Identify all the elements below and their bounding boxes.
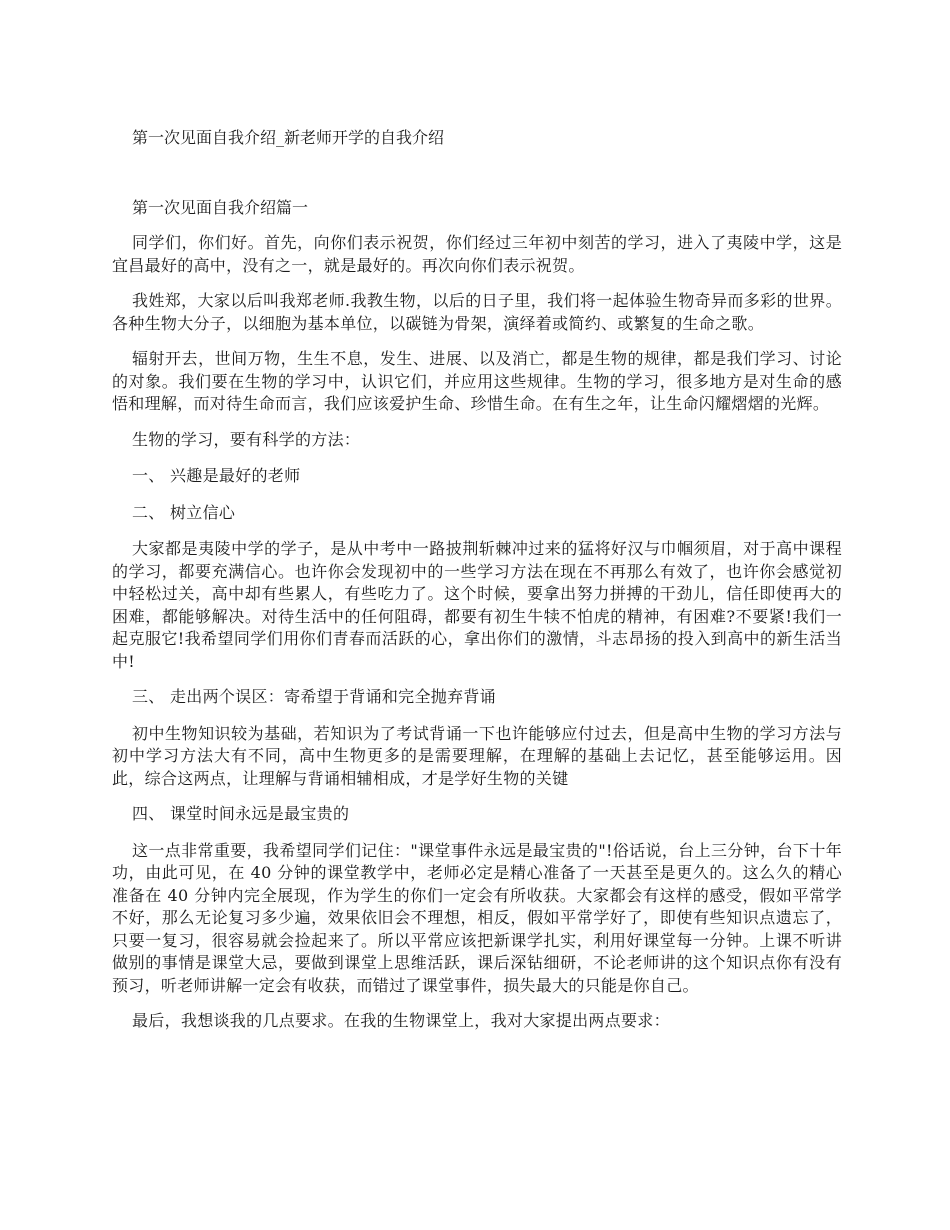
document-page	[112, 126, 842, 1047]
paragraph-introduction: 我姓郑，大家以后叫我郑老师.我教生物，以后的日子里，我们将一起体验生物奇异而多彩的世界。各种生物大分子，以细胞为基本单位，以碳链为骨架，演绎着或简约、或繁复的生命之歌。	[112, 291, 842, 333]
document-title: 第一次见面自我介绍_新老师开学的自我介绍	[132, 128, 445, 147]
list-heading-confidence: 二、 树立信心	[132, 502, 236, 522]
paragraph-misconceptions: 初中生物知识较为基础，若知识为了考试背诵一下也许能够应付过去，但是高中生物的学习方法与初中学习方法大有不同，高中生物更多的是需要理解，在理解的基础上去记忆，甚至能够运用。因此，综合这两点，让理解与背诵相辅相成，才是学好生物的关键	[112, 723, 842, 788]
paragraph-biology-laws: 辐射开去，世间万物，生生不息，发生、进展、以及消亡，都是生物的规律，都是我们学习、讨论的对象。我们要在生物的学习中，认识它们，并应用这些规律。生物的学习，很多地方是对生命的感悟和理解，而对待生命而言，我们应该爱护生命、珍惜生命。在有生之年，让生命闪耀熠熠的光辉。	[112, 349, 842, 413]
paragraph-class-time: 这一点非常重要，我希望同学们记住："课堂事件永远是最宝贵的"!俗话说，台上三分钟，台下十年功，由此可见，在 40 分钟的课堂教学中，老师必定是精心准备了一天甚至是更久的。这么久的精心准备在 40 分钟内完全展现，作为学生的你们一定会有所收获。大家都会有这样的感受，假如平常学不好，那么无论复习多少遍，效果依旧会不理想，相反，假如平常学好了，即使有些知识点遗忘了，只要一复习，很容易就会捡起来了。所以平常应该把新课学扎实，利用好课堂每一分钟。上课不听讲做别的事情是课堂大忌，要做到课堂上思维活跃，课后深钻细研，不论老师讲的这个知识点你有没有预习，听老师讲解一定会有收获，而错过了课堂事件，损失最大的只能是你自己。	[112, 840, 842, 995]
list-heading-interest: 一、 兴趣是最好的老师	[132, 466, 301, 485]
section-heading: 第一次见面自我介绍篇一	[132, 198, 309, 217]
paragraph-method-intro: 生物的学习，要有科学的方法：	[132, 429, 361, 449]
list-heading-class-time: 四、 课堂时间永远是最宝贵的	[132, 804, 350, 823]
paragraph-greeting: 同学们，你们好。首先，向你们表示祝贺，你们经过三年初中刻苦的学习，进入了夷陵中学，这是宜昌最好的高中，没有之一，就是最好的。再次向你们表示祝贺。	[112, 233, 842, 275]
list-heading-misconceptions: 三、 走出两个误区：寄希望于背诵和完全抛弃背诵	[132, 687, 496, 706]
paragraph-confidence: 大家都是夷陵中学的学子，是从中考中一路披荆斩棘冲过来的猛将好汉与巾帼须眉，对于高中课程的学习，都要充满信心。也许你会发现初中的一些学习方法在现在不再那么有效了，也许你会感觉初中轻松过关，高中却有些累人，有些吃力了。这个时候，要拿出努力拼搏的干劲儿，信任即使再大的困难，都能够解决。对待生活中的任何阻碍，都要有初生牛犊不怕虎的精神，有困难?不要紧!我们一起克服它!我希望同学们用你们青春而活跃的心，拿出你们的激情，斗志昂扬的投入到高中的新生活当中!	[112, 539, 842, 671]
paragraph-requirements: 最后，我想谈我的几点要求。在我的生物课堂上，我对大家提出两点要求：	[132, 1011, 670, 1030]
